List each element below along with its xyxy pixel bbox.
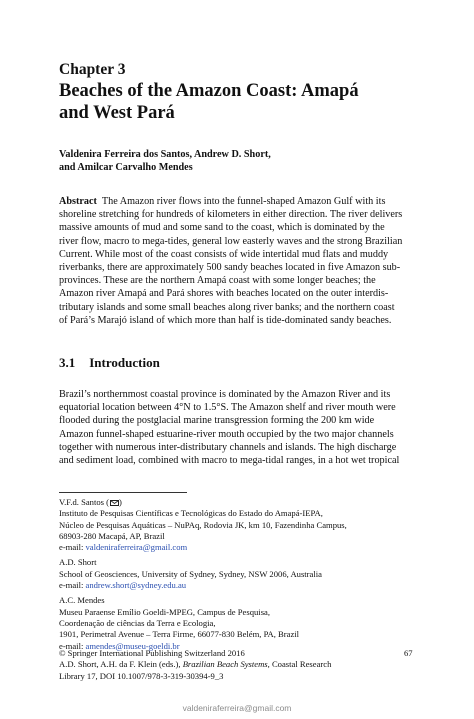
abstract-line: riverbanks, there are approximately 500 sandy beaches located in five Amazon sub-: [59, 262, 401, 274]
copyright-line: © Springer International Publishing Switzerland 2016: [59, 648, 245, 658]
envelope-icon: [110, 500, 119, 506]
abstract-line: river flow, macro to mega-tides, general low easterly waves and the strong Brazilian: [59, 235, 403, 247]
citation-line: A.D. Short, A.H. da F. Klein (eds.), Brazilian Beach Systems, Coastal Research: [59, 659, 332, 670]
intro-line: and sediment load, combined with macro to mega-tidal ranges, in a hot wet tropical: [59, 455, 400, 467]
section-title: Introduction: [89, 355, 160, 370]
abstract-line: shoreline stretching for hundreds of kilometers in either direction. The river delivers: [59, 209, 403, 221]
affiliation-line: Núcleo de Pesquisas Aquáticas – NuPAq, Rodovia JK, km 10, Fazendinha Campus,: [59, 519, 347, 530]
email-link-santos[interactable]: valdeniraferreira@gmail.com: [85, 542, 188, 553]
book-title: Brazilian Beach Systems: [182, 659, 268, 670]
abstract-line: of Pará’s Marajó island of which more than half is tide-dominated sandy beaches.: [59, 314, 392, 326]
author-name: A.D. Short: [59, 557, 97, 568]
abstract-line: Amazon river Amapá and Pará shores with beaches located on the outer interdis-: [59, 288, 389, 300]
intro-line: flooded during the postglacial marine transgression forming the 200 km wide: [59, 415, 375, 427]
section-number: 3.1: [59, 355, 76, 370]
chapter-title-line: and West Pará: [59, 103, 175, 123]
chapter-title-line: Beaches of the Amazon Coast: Amapá: [59, 81, 359, 101]
abstract-line: massive amounts of mud and some sand to the coast, which is dominated by the: [59, 222, 385, 234]
intro-line: together with numerous inter-distributary channels and islands. The high discharge: [59, 441, 397, 453]
abstract-text: The Amazon river flows into the funnel-shaped Amazon Gulf with its: [101, 196, 386, 207]
intro-paragraph: [59, 388, 415, 467]
affiliation-short: [59, 557, 419, 591]
intro-line: Amazon funnel-shaped estuarine-river mouth occupied by the two major channels: [59, 428, 394, 440]
author-line: and Amilcar Carvalho Mendes: [59, 162, 193, 173]
abstract-line: tributary islands and some small beaches along river banks; and the northern coast: [59, 301, 395, 313]
email-label: e-mail:: [59, 542, 86, 553]
affiliation-mendes: [59, 595, 419, 651]
chapter-label: Chapter 3: [59, 61, 126, 78]
abstract: [59, 195, 415, 327]
publication-info: [59, 648, 419, 682]
watermark: valdeniraferreira@gmail.com: [182, 703, 292, 713]
doi-line: Library 17, DOI 10.1007/978-3-319-30394-9_3: [59, 670, 224, 681]
email-link-short[interactable]: andrew.short@sydney.edu.au: [85, 580, 187, 591]
email-label: e-mail:: [59, 580, 86, 591]
author-name: A.C. Mendes: [59, 595, 105, 606]
author-name: V.F.d. Santos: [59, 497, 104, 507]
abstract-line: provinces. These are the northern Amapá coast with some longer beaches; the: [59, 275, 376, 287]
affiliation-line: 1901, Perimetral Avenue – Terra Firme, 66077-830 Belém, PA, Brazil: [59, 629, 300, 640]
affiliation-line: Instituto de Pesquisas Científicas e Tecnológicas do Estado do Amapá-IEPA,: [59, 508, 323, 519]
email-label: e-mail:: [59, 640, 86, 651]
section-heading: [59, 355, 160, 371]
page-number: 67: [404, 648, 413, 658]
author-list: [59, 148, 271, 174]
chapter-title: [59, 80, 419, 124]
affiliation-line: Museu Paraense Emílio Goeldi-MPEG, Campus de Pesquisa,: [59, 606, 271, 617]
intro-line: Brazil’s northernmost coastal province is dominated by the Amazon River and its: [59, 389, 391, 400]
affiliations: [59, 497, 419, 656]
abstract-line: [59, 195, 415, 208]
author-line: Valdenira Ferreira dos Santos, Andrew D. Short,: [59, 149, 271, 160]
footnote-divider: [59, 492, 187, 493]
affiliation-santos: V.F.d. Santos ( ) Instituto de Pesquisas Científicas e Tecnológicas do Estado do Amapá-IEPA, Núcleo de Pesquisas Aquáticas – NuPAq, Rodovia JK, km 10, Fazendinha Campus, 68903-280 Macapá, AP, Brazil e-mail: valdeniraferreira@gmail.com: [59, 497, 419, 553]
intro-line: equatorial location between 4°N to 1.5°S. The Amazon shelf and river mouth were: [59, 402, 396, 414]
abstract-label: Abstract: [59, 196, 97, 207]
affiliation-line: School of Geosciences, University of Sydney, Sydney, NSW 2006, Australia: [59, 568, 322, 579]
email-link-mendes[interactable]: amendes@museu-goeldi.br: [85, 640, 180, 651]
affiliation-line: 68903-280 Macapá, AP, Brazil: [59, 530, 165, 541]
affiliation-line: Coordenação de ciências da Terra e Ecologia,: [59, 617, 216, 628]
abstract-line: Current. While most of the coast consists of wide intertidal mud flats and muddy: [59, 248, 389, 260]
